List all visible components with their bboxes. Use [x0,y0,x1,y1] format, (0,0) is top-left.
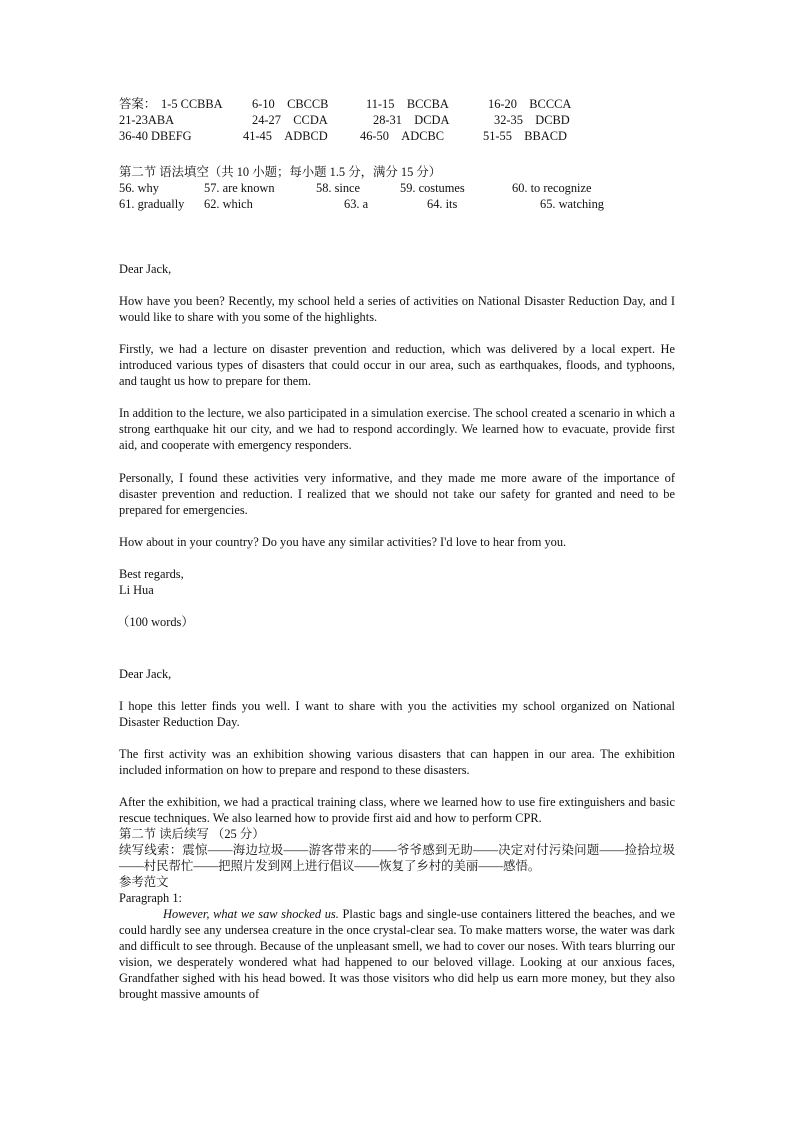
grammar-item: 62. which [204,197,253,211]
paragraph-text: How about in your country? Do you have any similar activities? I'd love to hear from you. [119,535,567,549]
grammar-item: 65. watching [540,197,605,211]
paragraph-text: After the exhibition, we had a practical training class, where we learned how to use fire extinguishers and basic rescue techniques. We also learned how to provide first aid and how to perform CPR. [119,795,675,825]
sample-opening: However, what we saw shocked us. [163,907,339,921]
answer-cell: 28-31 DCDA [373,113,450,127]
letter-one-paragraph [119,405,675,453]
letter-one [119,261,675,277]
answer-cell: 1-5 CCBBA [161,97,223,111]
continuation-clues: 续写线索：震惊——海边垃圾——游客带来的——爷爷感到无助——决定对付污染问题——捡拾垃圾——村民帮忙——把照片发到网上进行倡议——恢复了乡村的美丽——感悟。 [119,843,675,873]
letter-two-paragraph [119,794,675,826]
answer-row [119,112,675,128]
answer-cell: 46-50 ADCBC [360,129,444,143]
answer-cell: 11-15 BCCBA [366,97,449,111]
answer-cell: 32-35 DCBD [494,113,570,127]
grammar-section [119,164,675,212]
paragraph-text: How have you been? Recently, my school held a series of activities on National Disaster Reduction Day, and I would like to share with you some of the highlights. [119,294,675,324]
grammar-heading: 第二节 语法填空（共 10 小题；每小题 1.5 分，满分 15 分） [119,165,442,179]
answer-row [119,96,675,112]
letter-two-paragraph [119,746,675,778]
paragraph-text: Firstly, we had a lecture on disaster prevention and reduction, which was delivered by a local expert. He introduced various types of disasters that could occur in our area, such as earthquakes, floods, and typhoons, and taught us how to prepare for them. [119,342,675,388]
letter-greeting: Dear Jack, [119,667,172,681]
word-count [117,614,673,630]
grammar-row [119,180,675,196]
paragraph-text: Personally, I found these activities very informative, and they made me more aware of the importance of disaster prevention and reduction. I realized that we should not take our safety for granted and need to be prepared for emergencies. [119,471,675,517]
closing-text: Best regards, [119,567,184,581]
answer-cell: 16-20 BCCCA [488,97,572,111]
paragraph-text: The first activity was an exhibition showing various disasters that can happen in our area. The exhibition included information on how to prepare and respond to these disasters. [119,747,675,777]
continuation-heading: 第二节 读后续写 （25 分） [119,827,265,841]
letter-one-paragraph [119,341,675,389]
section-heading [119,164,675,180]
letter-one-paragraph [119,470,675,518]
letter-one-paragraph [119,534,675,550]
grammar-item: 57. are known [204,181,275,195]
answer-row [119,128,675,144]
letter-two-paragraph [119,698,675,730]
paragraph-label: Paragraph 1: [119,891,182,905]
answer-cell: 6-10 CBCCB [252,97,329,111]
signature-text: Li Hua [119,583,154,597]
grammar-item: 63. a [344,197,369,211]
paragraph-text: In addition to the lecture, we also participated in a simulation exercise. The school created a scenario in which a strong earthquake hit our city, and we had to respond accordingly. We learned how to evacuate, provide first aid, and cooperate with emergency responders. [119,406,675,452]
grammar-item: 59. costumes [400,181,465,195]
answer-cell: 51-55 BBACD [483,129,567,143]
sample-body: Plastic bags and single-use containers littered the beaches, and we could hardly see any undersea creature in the once crystal-clear sea. To make matters worse, the water was dark and difficult to see through. Because of the unpleasant smell, we had to cover our noses. With tears blurring our vision, we desperately wondered what had happened to our beloved village. Looking at our anxious faces, Grandfather sighed with his head bowed. It was those visitors who did help us earn more money, but they also brought massive amounts of [119,907,675,1001]
grammar-row [119,196,675,212]
answer-label: 答案： [119,97,157,111]
answer-cell: 21-23ABA [119,113,175,127]
sample-label: 参考范文 [119,875,169,889]
letter-greeting: Dear Jack, [119,262,172,276]
answer-cell: 24-27 CCDA [252,113,328,127]
sample-paragraph [119,906,675,1002]
answer-cell: 41-45 ADBCD [243,129,328,143]
grammar-item: 61. gradually [119,197,185,211]
letter-two [119,666,675,682]
word-count-text: （100 words） [117,615,194,629]
continuation-section [119,826,675,1002]
grammar-item: 56. why [119,181,159,195]
letter-one-paragraph [119,293,675,325]
letter-closing [119,566,675,598]
answer-key [119,96,675,144]
grammar-item: 60. to recognize [512,181,592,195]
paragraph-text: I hope this letter finds you well. I want to share with you the activities my school organized on National Disaster Reduction Day. [119,699,675,729]
answer-cell: 36-40 DBEFG [119,129,192,143]
grammar-item: 64. its [427,197,458,211]
grammar-item: 58. since [316,181,361,195]
